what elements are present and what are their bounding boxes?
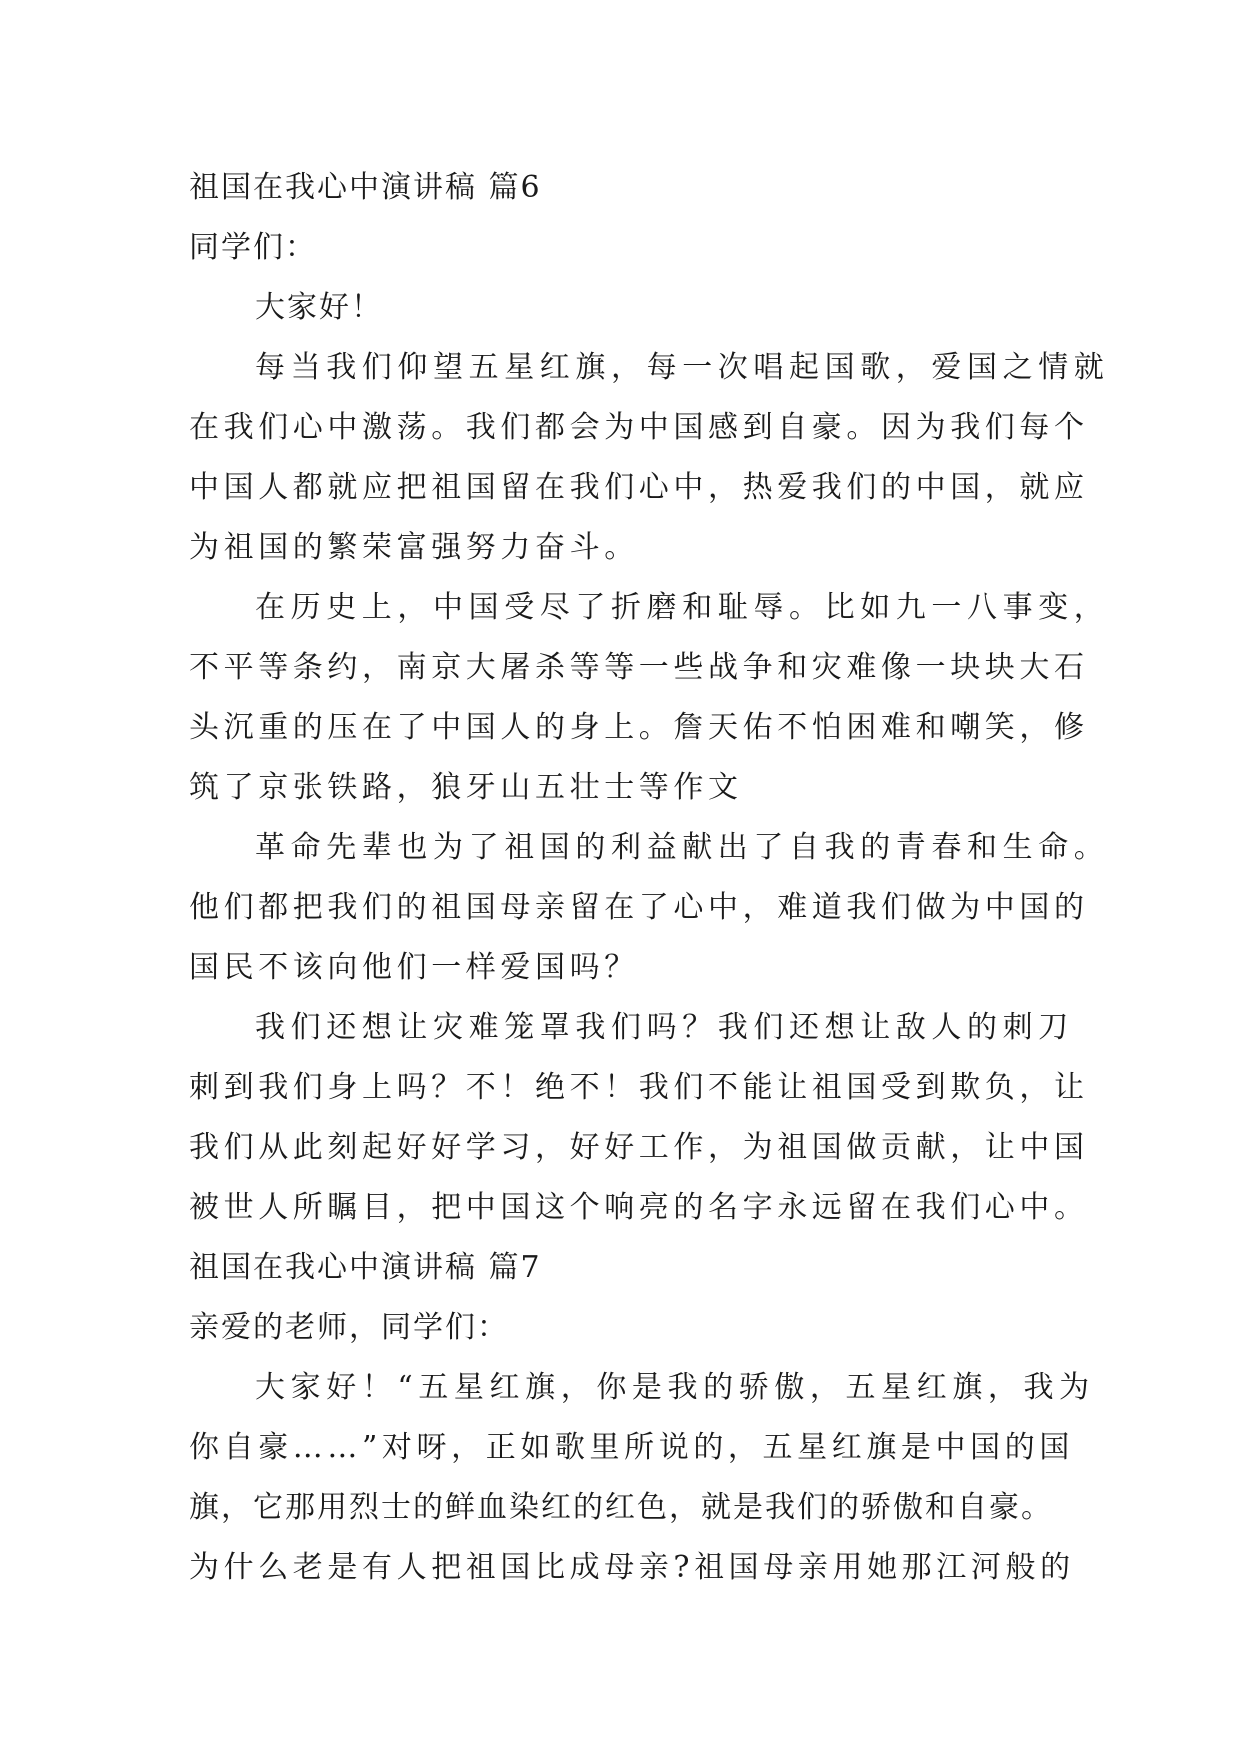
document-body [189, 158, 1110, 1598]
paragraph-line: 在我们心中激荡。我们都会为中国感到自豪。因为我们每个 [189, 410, 1089, 445]
paragraph-line: 旗，它那用烈士的鲜血染红的红色，就是我们的骄傲和自豪。 [189, 1490, 1053, 1525]
paragraph-line: 国民不该向他们一样爱国吗？ [189, 950, 639, 985]
paragraph-line: 在历史上，中国受尽了折磨和耻辱。比如九一八事变， [255, 590, 1110, 625]
paragraph-line: 为祖国的繁荣富强努力奋斗。 [189, 530, 639, 565]
paragraph-line: 革命先辈也为了祖国的利益献出了自我的青春和生命。 [255, 830, 1110, 865]
salutation: 同学们： [189, 230, 317, 265]
paragraph-line: 刺到我们身上吗？不！绝不！我们不能让祖国受到欺负，让 [189, 1070, 1089, 1105]
paragraph-line: 我们从此刻起好好学习，好好工作，为祖国做贡献，让中国 [189, 1130, 1089, 1165]
paragraph-line: 我们还想让灾难笼罩我们吗？我们还想让敌人的刺刀 [255, 1010, 1074, 1045]
paragraph-line: 不平等条约，南京大屠杀等等一些战争和灾难像一块块大石 [189, 650, 1089, 685]
paragraph-line: 为什么老是有人把祖国比成母亲?祖国母亲用她那江河般的 [189, 1550, 1075, 1585]
paragraph-line: 头沉重的压在了中国人的身上。詹天佑不怕困难和嘲笑，修 [189, 710, 1089, 745]
paragraph-line: 筑了京张铁路，狼牙山五壮士等作文 [189, 770, 743, 805]
paragraph-line: 每当我们仰望五星红旗，每一次唱起国歌，爱国之情就 [255, 350, 1110, 385]
paragraph-line: 被世人所瞩目，把中国这个响亮的名字永远留在我们心中。 [189, 1190, 1089, 1225]
salutation: 亲爱的老师，同学们： [189, 1310, 509, 1345]
greeting: 大家好！ [255, 290, 383, 325]
paragraph-line: 大家好！“五星红旗，你是我的骄傲，五星红旗，我为 [255, 1370, 1095, 1405]
paragraph-line: 你自豪……”对呀，正如歌里所说的，五星红旗是中国的国 [189, 1430, 1074, 1465]
paragraph-line: 中国人都就应把祖国留在我们心中，热爱我们的中国，就应 [189, 470, 1089, 505]
paragraph-line: 他们都把我们的祖国母亲留在了心中，难道我们做为中国的 [189, 890, 1089, 925]
section-heading-7: 祖国在我心中演讲稿 篇7 [189, 1250, 542, 1285]
section-heading-6: 祖国在我心中演讲稿 篇6 [189, 170, 542, 205]
